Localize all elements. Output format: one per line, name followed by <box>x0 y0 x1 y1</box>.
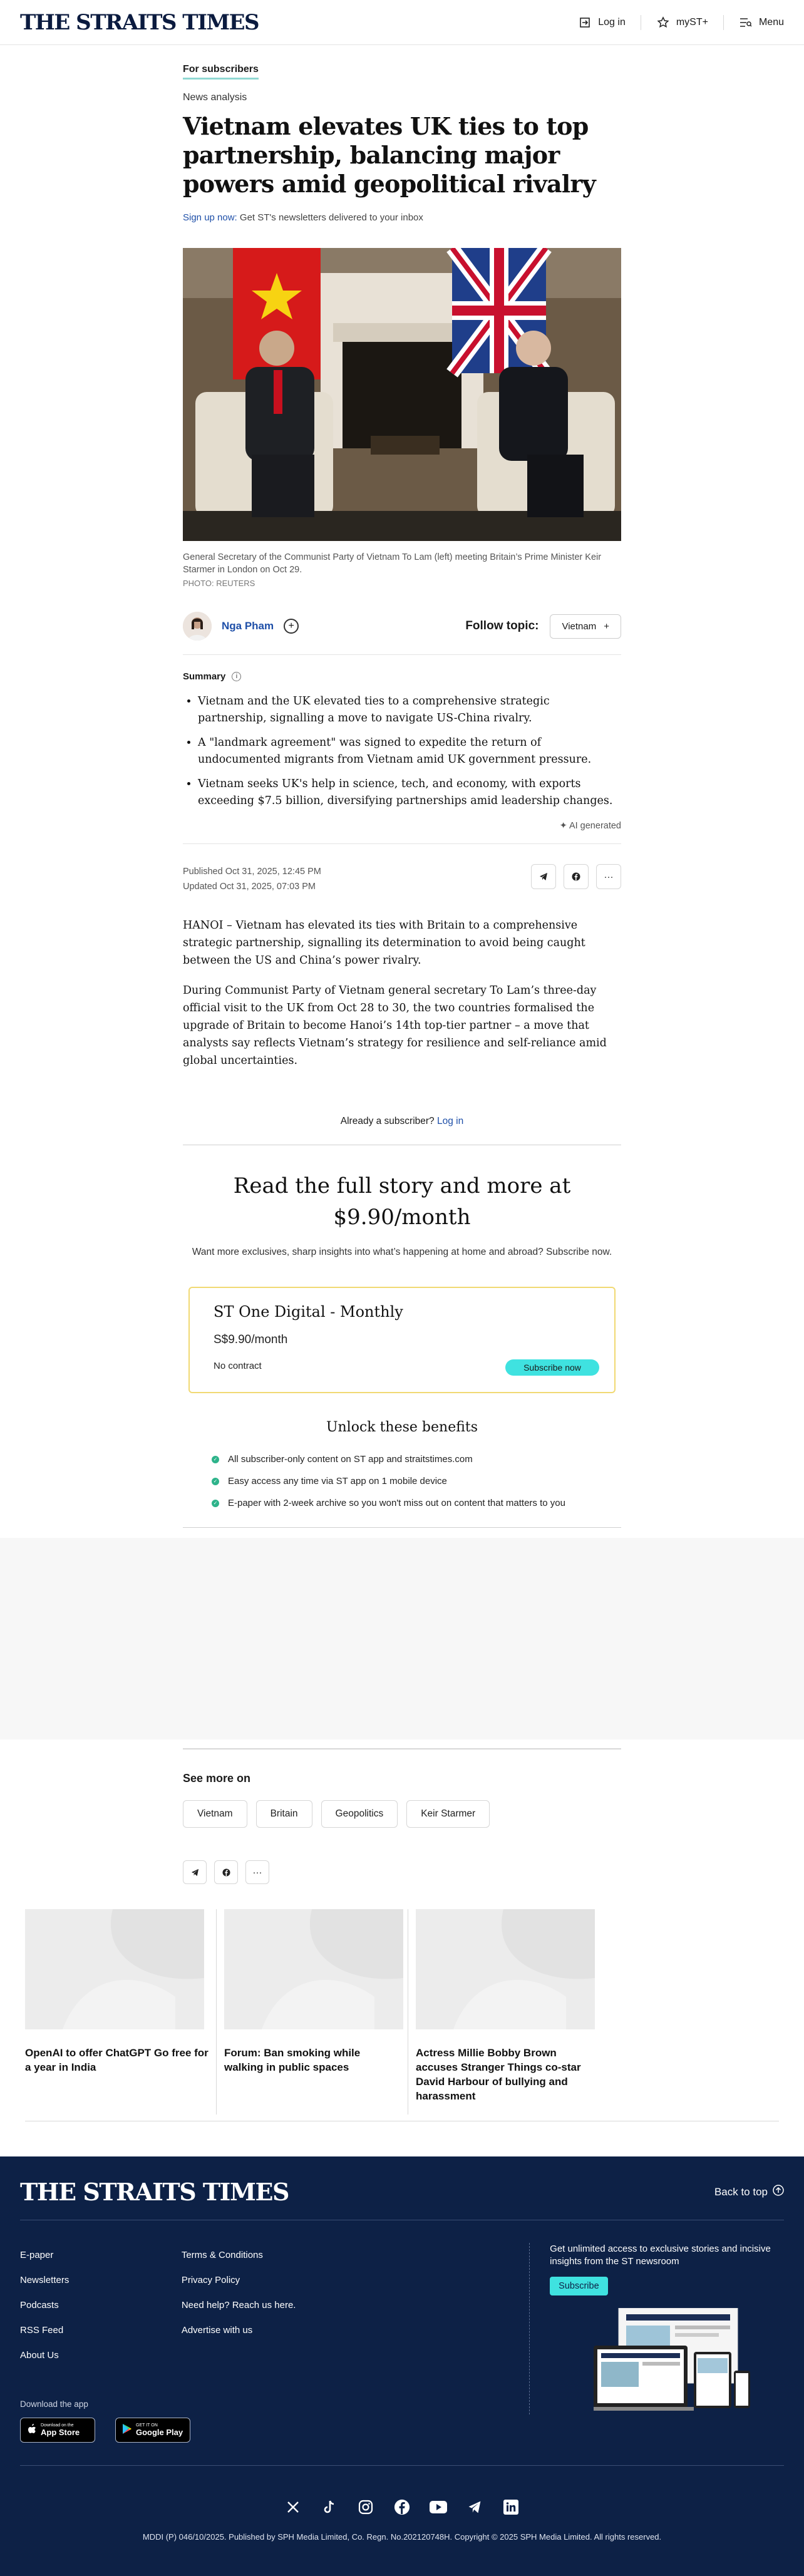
appstore-label: App Store <box>41 2428 80 2437</box>
topic-chip[interactable]: Keir Starmer <box>406 1800 490 1828</box>
article-headline: Vietnam elevates UK ties to top partnership, balancing major powers amid geopolitical rivalry <box>183 112 595 198</box>
check-icon: ✓ <box>212 1478 219 1485</box>
instagram-icon[interactable] <box>356 2497 376 2517</box>
ai-generated-note <box>183 821 621 844</box>
thumbnail-placeholder <box>416 1909 595 2029</box>
plan-name: ST One Digital - Monthly <box>214 1303 403 1321</box>
copyright: MDDI (P) 046/10/2025. Published by SPH Media Limited, Co. Regn. No.202120748H. Copyright © 2025 SPH Media Limited. All rights reserved. <box>142 2532 662 2542</box>
related-card[interactable] <box>25 1909 217 2115</box>
signup-text: Get ST's newsletters delivered to your inbox <box>239 212 423 223</box>
footer-link[interactable]: Privacy Policy <box>181 2275 240 2285</box>
follow-author-icon[interactable]: + <box>284 619 299 634</box>
footer-col-2 <box>182 2243 529 2414</box>
body-paragraph: HANOI – Vietnam has elevated its ties with Britain to a comprehensive strategic partnership, signalling its determination to avoid being caught between the US and China’s power rivalry. <box>183 919 585 967</box>
appstore-small: Download on the <box>41 2423 74 2428</box>
body-paragraph: During Communist Party of Vietnam general secretary To Lam’s three-day official visit to the UK from Oct 28 to 30, the two countries formalised the upgrade of Britain to become Hanoi’s 14th top-tier partner – a move that analysts say reflects Vietnam’s strategy for resilience and self-reliance amid global uncertainties. <box>183 984 607 1067</box>
article-main <box>183 45 621 1528</box>
share-buttons-bottom <box>183 1860 621 1884</box>
site-header <box>0 0 804 45</box>
paywall-title-line1: Read the full story and more at <box>233 1173 571 1198</box>
see-more-title: See more on <box>183 1772 251 1785</box>
summary-heading <box>183 671 621 682</box>
divider <box>183 1748 621 1749</box>
site-footer <box>0 2156 804 2576</box>
photo-credit: PHOTO: REUTERS <box>183 579 255 588</box>
x-icon[interactable] <box>283 2497 303 2517</box>
footer-link[interactable]: Podcasts <box>20 2300 59 2311</box>
avatar[interactable] <box>183 612 212 641</box>
plan-price: S$9.90/month <box>214 1333 288 1346</box>
benefit-item <box>212 1454 621 1465</box>
google-play-icon <box>122 2423 132 2438</box>
footer-link[interactable]: RSS Feed <box>20 2325 64 2336</box>
subscriber-tag: For subscribers <box>183 64 259 80</box>
benefit-item <box>212 1476 621 1486</box>
thumbnail-placeholder <box>224 1909 403 2029</box>
topic-chip[interactable]: Vietnam <box>183 1800 247 1828</box>
topic-chips <box>183 1800 621 1828</box>
site-logo[interactable]: THE STRAITS TIMES <box>20 9 259 35</box>
summary-item: • A "landmark agreement" was signed to expedite the return of undocumented migrants from Vietnam amid UK government pressure. <box>198 734 621 768</box>
facebook-icon[interactable] <box>564 864 589 889</box>
google-play-button[interactable] <box>115 2418 190 2443</box>
info-icon[interactable]: i <box>232 672 241 681</box>
related-title[interactable]: OpenAI to offer ChatGPT Go free for a year in India <box>25 2047 209 2073</box>
byline-row <box>183 612 621 655</box>
summary-title: Summary <box>183 671 226 682</box>
see-more-section <box>183 1748 621 1884</box>
ai-generated-label: AI generated <box>569 821 621 831</box>
subscribe-button[interactable]: Subscribe now <box>505 1359 599 1376</box>
plus-icon: + <box>604 621 609 632</box>
related-articles <box>25 1909 779 2121</box>
check-icon: ✓ <box>212 1456 219 1463</box>
benefits-list <box>212 1454 621 1508</box>
footer-subscribe-button[interactable]: Subscribe <box>550 2277 607 2295</box>
more-icon[interactable]: ··· <box>596 864 621 889</box>
download-app-label: Download the app <box>20 2399 88 2409</box>
footer-link[interactable]: Need help? Reach us here. <box>181 2300 296 2311</box>
follow-label: Follow topic: <box>465 619 539 632</box>
timestamps <box>183 864 321 894</box>
star-icon <box>656 16 670 29</box>
signup-link[interactable]: Sign up now: <box>183 212 237 223</box>
hero-caption: General Secretary of the Communist Party of Vietnam To Lam (left) meeting Britain’s Prime Minister Keir Starmer in London on Oct 29. <box>183 552 602 575</box>
plan-card[interactable] <box>188 1287 616 1393</box>
paywall-subtitle: Want more exclusives, sharp insights into what’s happening at home and abroad? Subscribe now. <box>192 1247 612 1257</box>
telegram-icon[interactable] <box>531 864 556 889</box>
footer-logo[interactable]: THE STRAITS TIMES <box>20 2178 289 2206</box>
related-card[interactable] <box>408 1909 600 2115</box>
menu-label: Menu <box>758 16 784 28</box>
footer-link[interactable]: Advertise with us <box>181 2325 253 2336</box>
footer-promo <box>529 2243 784 2414</box>
topic-chip[interactable]: Geopolitics <box>321 1800 398 1828</box>
already-label: Already a subscriber? <box>340 1116 435 1126</box>
paywall-login-link[interactable]: Log in <box>437 1116 464 1126</box>
plan-contract: No contract <box>214 1361 262 1371</box>
playstore-label: Google Play <box>136 2428 183 2437</box>
topic-name: Vietnam <box>562 621 597 632</box>
article-kicker: News analysis <box>183 92 247 103</box>
app-store-badges <box>20 2418 784 2443</box>
divider <box>183 1527 621 1528</box>
updated-date: Updated Oct 31, 2025, 07:03 PM <box>183 882 316 892</box>
related-card[interactable] <box>217 1909 408 2115</box>
published-date: Published Oct 31, 2025, 12:45 PM <box>183 867 321 877</box>
footer-link[interactable]: Terms & Conditions <box>181 2250 263 2260</box>
thumbnail-placeholder <box>25 1909 204 2029</box>
login-button[interactable] <box>563 15 641 30</box>
login-icon <box>578 16 592 29</box>
article-body <box>183 917 621 1069</box>
social-links <box>20 2497 784 2517</box>
benefit-item <box>212 1498 621 1508</box>
related-title[interactable]: Actress Millie Bobby Brown accuses Stranger Things co-star David Harbour of bullying and harassment <box>416 2047 581 2102</box>
youtube-icon[interactable] <box>428 2497 448 2517</box>
back-to-top-button[interactable] <box>714 2185 784 2199</box>
login-label: Log in <box>598 16 626 28</box>
benefits-title: Unlock these benefits <box>326 1419 478 1435</box>
hero-image <box>183 248 621 541</box>
telegram-icon[interactable] <box>465 2497 485 2517</box>
app-store-button[interactable] <box>20 2418 95 2443</box>
footer-link[interactable]: E-paper <box>20 2250 54 2260</box>
linkedin-icon[interactable] <box>501 2497 521 2517</box>
paywall-title-line2: $9.90/month <box>333 1205 471 1230</box>
menu-icon <box>739 16 753 29</box>
divider <box>20 2465 784 2466</box>
already-subscriber <box>183 1116 621 1145</box>
facebook-icon[interactable] <box>214 1860 238 1884</box>
meta-row <box>183 864 621 894</box>
sparkle-icon: ✦ <box>559 821 567 831</box>
benefit-text: Easy access any time via ST app on 1 mobile device <box>228 1476 447 1486</box>
paywall-title <box>183 1170 621 1233</box>
author <box>183 612 299 641</box>
summary-item: • Vietnam seeks UK's help in science, tech, and economy, with exports exceeding $7.5 billion, diversifying partnerships amid leadership changes. <box>198 776 621 810</box>
more-icon[interactable]: ··· <box>245 1860 269 1884</box>
benefit-text: All subscriber-only content on ST app and straitstimes.com <box>228 1454 473 1465</box>
footer-links <box>20 2243 784 2414</box>
back-to-top-label: Back to top <box>714 2185 768 2198</box>
summary-section <box>183 671 621 844</box>
ad-placeholder <box>0 1538 804 1739</box>
topic-chip[interactable]: Britain <box>256 1800 312 1828</box>
footer-link[interactable]: Newsletters <box>20 2275 70 2285</box>
myst-label: myST+ <box>676 16 708 28</box>
share-buttons <box>531 864 621 889</box>
footer-top <box>20 2156 784 2220</box>
newsletter-signup[interactable] <box>183 212 621 223</box>
follow-topic <box>465 614 621 639</box>
myst-button[interactable] <box>641 15 724 30</box>
playstore-small: GET IT ON <box>136 2423 158 2428</box>
menu-button[interactable] <box>724 15 784 30</box>
facebook-icon[interactable] <box>392 2497 412 2517</box>
summary-list <box>183 693 621 810</box>
follow-topic-button[interactable] <box>550 614 621 639</box>
apple-icon <box>27 2423 37 2438</box>
summary-item: • Vietnam and the UK elevated ties to a comprehensive strategic partnership, signalling a move to navigate US-China rivalry. <box>198 693 621 727</box>
related-title[interactable]: Forum: Ban smoking while walking in public spaces <box>224 2047 361 2073</box>
author-name[interactable]: Nga Pham <box>222 620 274 632</box>
footer-link[interactable]: About Us <box>20 2350 59 2361</box>
footer-col-1 <box>20 2243 182 2414</box>
header-actions <box>563 15 784 30</box>
benefit-text: E-paper with 2-week archive so you won't miss out on content that matters to you <box>228 1498 565 1508</box>
tiktok-icon[interactable] <box>319 2497 339 2517</box>
promo-text: Get unlimited access to exclusive stories and incisive insights from the ST newsroom <box>550 2244 771 2267</box>
arrow-up-icon <box>773 2185 784 2199</box>
telegram-icon[interactable] <box>183 1860 207 1884</box>
devices-illustration <box>594 2308 750 2414</box>
check-icon: ✓ <box>212 1500 219 1507</box>
